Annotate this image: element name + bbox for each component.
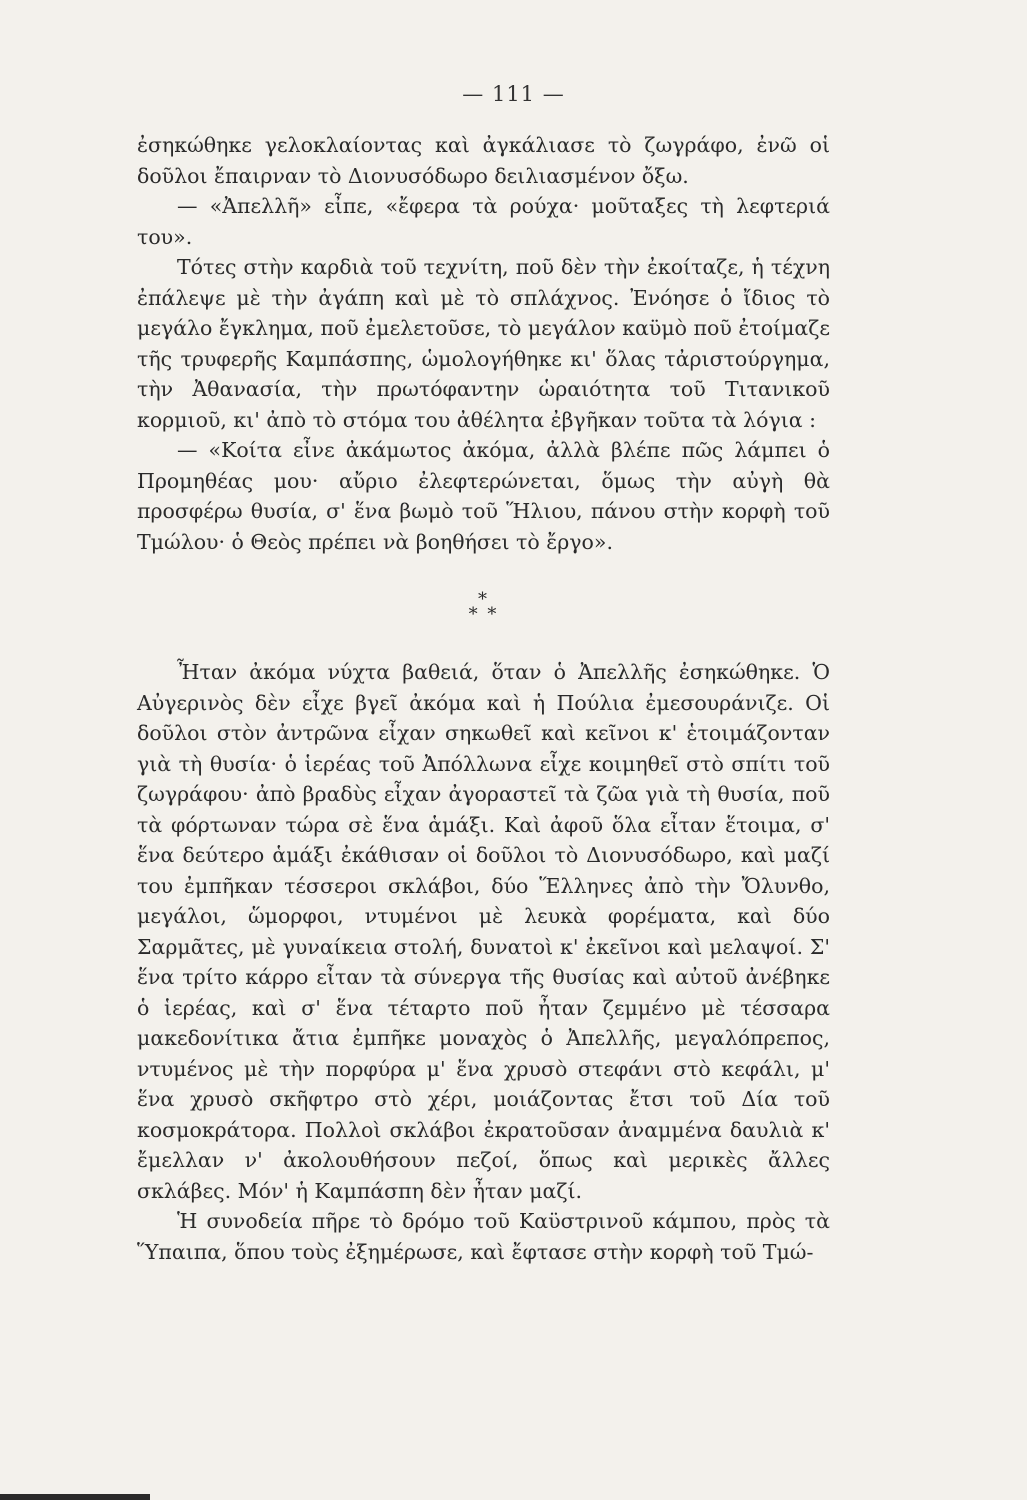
page-number: — 111 — [462,82,565,106]
paragraph-3: Τότες στὴν καρδιὰ τοῦ τεχνίτη, ποῦ δὲν τὴν ἐκοίταζε, ἡ τέχνη ἐπάλεψε μὲ τὴν ἀγάπη καὶ μὲ τὸ σπλάχνος. Ἐνόησε ὁ ἴδιος τὸ μεγάλο ἔγκλημα, ποῦ ἐμελετοῦσε, τὸ μεγάλον καϋμὸ ποῦ ἐτοίμαζε τῆς τρυφερῆς Καμπάσπης, ὡμολογήθηκε κι' ὅλας τἀριστούργημα, τὴν Ἀθανασία, τὴν πρωτόφαντην ὡραιότητα τοῦ Τιτανικοῦ κορμιοῦ, κι' ἀπὸ τὸ στόμα του ἀθέλητα ἐβγῆκαν τοῦτα τὰ λόγια : [137,255,830,432]
section-separator [137,589,830,625]
paragraph-1: ἐσηκώθηκε γελοκλαίοντας καὶ ἀγκάλιασε τὸ ζωγράφο, ἐνῶ οἱ δοῦλοι ἔπαιρναν τὸ Διονυσόδωρο δειλιασμένον ὄξω. [137,133,830,188]
separator-asterisks-bottom: * * [468,604,499,625]
paragraph-5: Ἦταν ἀκόμα νύχτα βαθειά, ὅταν ὁ Ἀπελλῆς ἐσηκώθηκε. Ὁ Αὐγερινὸς δὲν εἶχε βγεῖ ἀκόμα καὶ ἡ Πούλια ἐμεσουράνιζε. Οἱ δοῦλοι στὸν ἀντρῶνα εἶχαν σηκωθεῖ καὶ κεῖνοι κ' ἑτοιμάζονταν γιὰ τὴ θυσία· ὁ ἱερέας τοῦ Ἀπόλλωνα εἶχε κοιμηθεῖ στὸ σπίτι τοῦ ζωγράφου· ἀπὸ βραδὺς εἶχαν ἀγοραστεῖ τὰ ζῶα γιὰ τὴ θυσία, ποῦ τὰ φόρτωναν τώρα σὲ ἕνα ἁμάξι. Καὶ ἀφοῦ ὅλα εἶταν ἕτοιμα, σ' ἕνα δεύτερο ἁμάξι ἐκάθισαν οἱ δοῦλοι τὸ Διονυσόδωρο, καὶ μαζί του ἐμπῆκαν τέσσεροι σκλάβοι, δύο Ἕλληνες ἀπὸ τὴν Ὄλυνθο, μεγάλοι, ὥμορφοι, ντυμένοι μὲ λευκὰ φορέματα, καὶ δύο Σαρμᾶτες, μὲ γυναίκεια στολή, δυνατοὶ κ' ἐκεῖνοι καὶ μελαψοί. Σ' ἕνα τρίτο κάρρο εἶταν τὰ σύνεργα τῆς θυσίας καὶ αὐτοῦ ἀνέβηκε ὁ ἱερέας, καὶ σ' ἕνα τέταρτο ποῦ ἦταν ζεμμένο μὲ τέσσαρα μακεδονίτικα ἄτια ἐμπῆκε μοναχὸς ὁ Ἀπελλῆς, μεγαλόπρεπος, ντυμένος μὲ τὴν πορφύρα μ' ἕνα χρυσὸ στεφάνι στὸ κεφάλι, μ' ἕνα χρυσὸ σκῆφτρο στὸ χέρι, μοιάζοντας ἔτσι τοῦ Δία τοῦ κοσμοκράτορα. Πολλοὶ σκλάβοι ἐκρατοῦσαν ἀναμμένα δαυλιὰ κ' ἔμελλαν ν' ἀκολουθήσουν πεζοί, ὅπως καὶ μερικὲς ἄλλες σκλάβες. Μόν' ἡ Καμπάσπη δὲν ἦταν μαζί. [137,660,830,1203]
separator-asterisk-top: * [478,589,489,610]
paragraph-6: Ἡ συνοδεία πῆρε τὸ δρόμο τοῦ Καϋστρινοῦ κάμπου, πρὸς τὰ Ὕπαιπα, ὅπου τοὺς ἐξημέρωσε, καὶ ἔφτασε στὴν κορφὴ τοῦ Τμώ- [137,1209,830,1264]
scan-edge-mark [0,1494,150,1500]
paragraph-4-dialogue: — «Κοίτα εἶνε ἀκάμωτος ἀκόμα, ἀλλὰ βλέπε πῶς λάμπει ὁ Προμηθέας μου· αὔριο ἐλεφτερώνεται, ὅμως τὴν αὐγὴ θὰ προσφέρω θυσία, σ' ἕνα βωμὸ τοῦ Ἥλιου, πάνου στὴν κορφὴ τοῦ Τμώλου· ὁ Θεὸς πρέπει νὰ βοηθήσει τὸ ἔργο». [137,438,830,554]
main-text [137,130,830,1267]
paragraph-2-dialogue: — «Ἀπελλῆ» εἶπε, «ἔφερα τὰ ρούχα· μοῦταξες τὴ λεφτεριά του». [137,194,830,249]
